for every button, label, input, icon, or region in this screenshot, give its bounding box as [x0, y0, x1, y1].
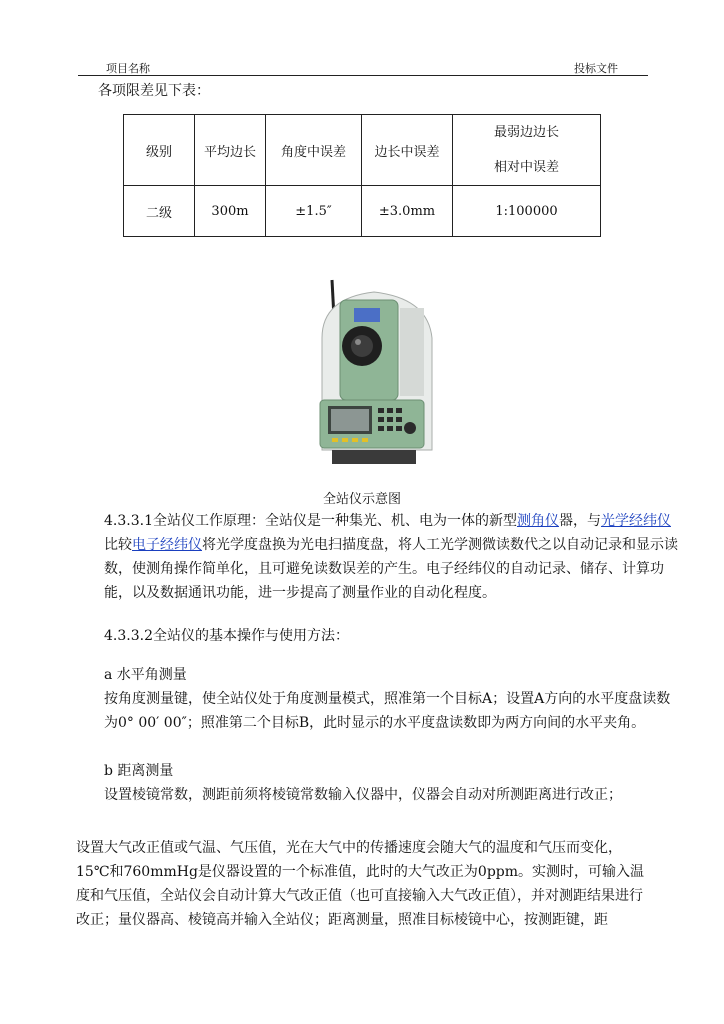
- text-run: 将光学度盘换为光电扫描度盘，将人工光学测微读数代之以自动记录和显示读数，使测角操作简单化，且可避免读数误差的产生。电子经纬仪的自动记录、储存、计算功能，以及数据通讯功能，进一步提高了测量作业的自动化程度。: [104, 537, 678, 601]
- header-cell: 平均边长: [195, 115, 266, 186]
- text-run: 比较: [104, 537, 132, 553]
- page-header: [78, 56, 648, 76]
- header-cell: 级别: [124, 115, 195, 186]
- document-type: 投标文件: [574, 62, 618, 75]
- link-goniometer[interactable]: 测角仪: [516, 513, 559, 529]
- total-station-image: [304, 278, 444, 468]
- text-run: 4.3.3.1全站仪工作原理：全站仪是一种集光、机、电为一体的新型: [104, 513, 517, 529]
- section-b-text-2: 设置大气改正值或气温、气压值，光在大气中的传播速度会随大气的温度和气压而变化，15℃和760mmHg是仪器设置的一个标准值，此时的大气改正为0ppm。实测时，可输入温度和气压值，全站仪会自动计算大气改正值（也可直接输入大气改正值），并对测距结果进行改正；量仪器高、棱镜高并输入全站仪；距离测量，照准目标棱镜中心，按测距键，距: [76, 840, 645, 928]
- section-a-text: 按角度测量键，使全站仪处于角度测量模式，照准第一个目标A；设置A方向的水平度盘读数为0° 00′ 00″；照准第二个目标B，此时显示的水平度盘读数即为两方向间的水平夹角。: [104, 691, 671, 731]
- link-optical-theodolite[interactable]: 光学经纬仪: [600, 513, 671, 529]
- table-cell: 1:100000: [453, 186, 601, 237]
- header-line: 最弱边边长: [493, 125, 559, 140]
- intro-text: 各项限差见下表：: [98, 83, 210, 99]
- table-row: [124, 186, 601, 237]
- header-line: 相对中误差: [493, 160, 559, 175]
- section-b-text-1: 设置棱镜常数，测距前须将棱镜常数输入仪器中，仪器会自动对所测距离进行改正；: [104, 787, 622, 803]
- paragraph-operation-heading: 4.3.3.2全站仪的基本操作与使用方法：: [104, 628, 349, 644]
- table-cell: ±1.5″: [266, 186, 362, 237]
- link-electronic-theodolite[interactable]: 电子经纬仪: [132, 537, 202, 553]
- table-header-row: [124, 115, 601, 186]
- header-cell-two-line: [453, 115, 601, 186]
- table-cell: 300m: [195, 186, 266, 237]
- tolerance-table: [123, 114, 601, 237]
- text-run: 器，与: [558, 513, 601, 529]
- figure-caption: 全站仪示意图: [322, 492, 401, 507]
- section-b-title: b 距离测量: [104, 763, 174, 779]
- paragraph-principle: [76, 509, 682, 605]
- header-cell: 边长中误差: [362, 115, 453, 186]
- header-cell: 角度中误差: [266, 115, 362, 186]
- table-cell: 二级: [124, 186, 195, 237]
- section-a-title: a 水平角测量: [104, 667, 187, 683]
- project-name: 项目名称: [106, 62, 150, 75]
- table-cell: ±3.0mm: [362, 186, 453, 237]
